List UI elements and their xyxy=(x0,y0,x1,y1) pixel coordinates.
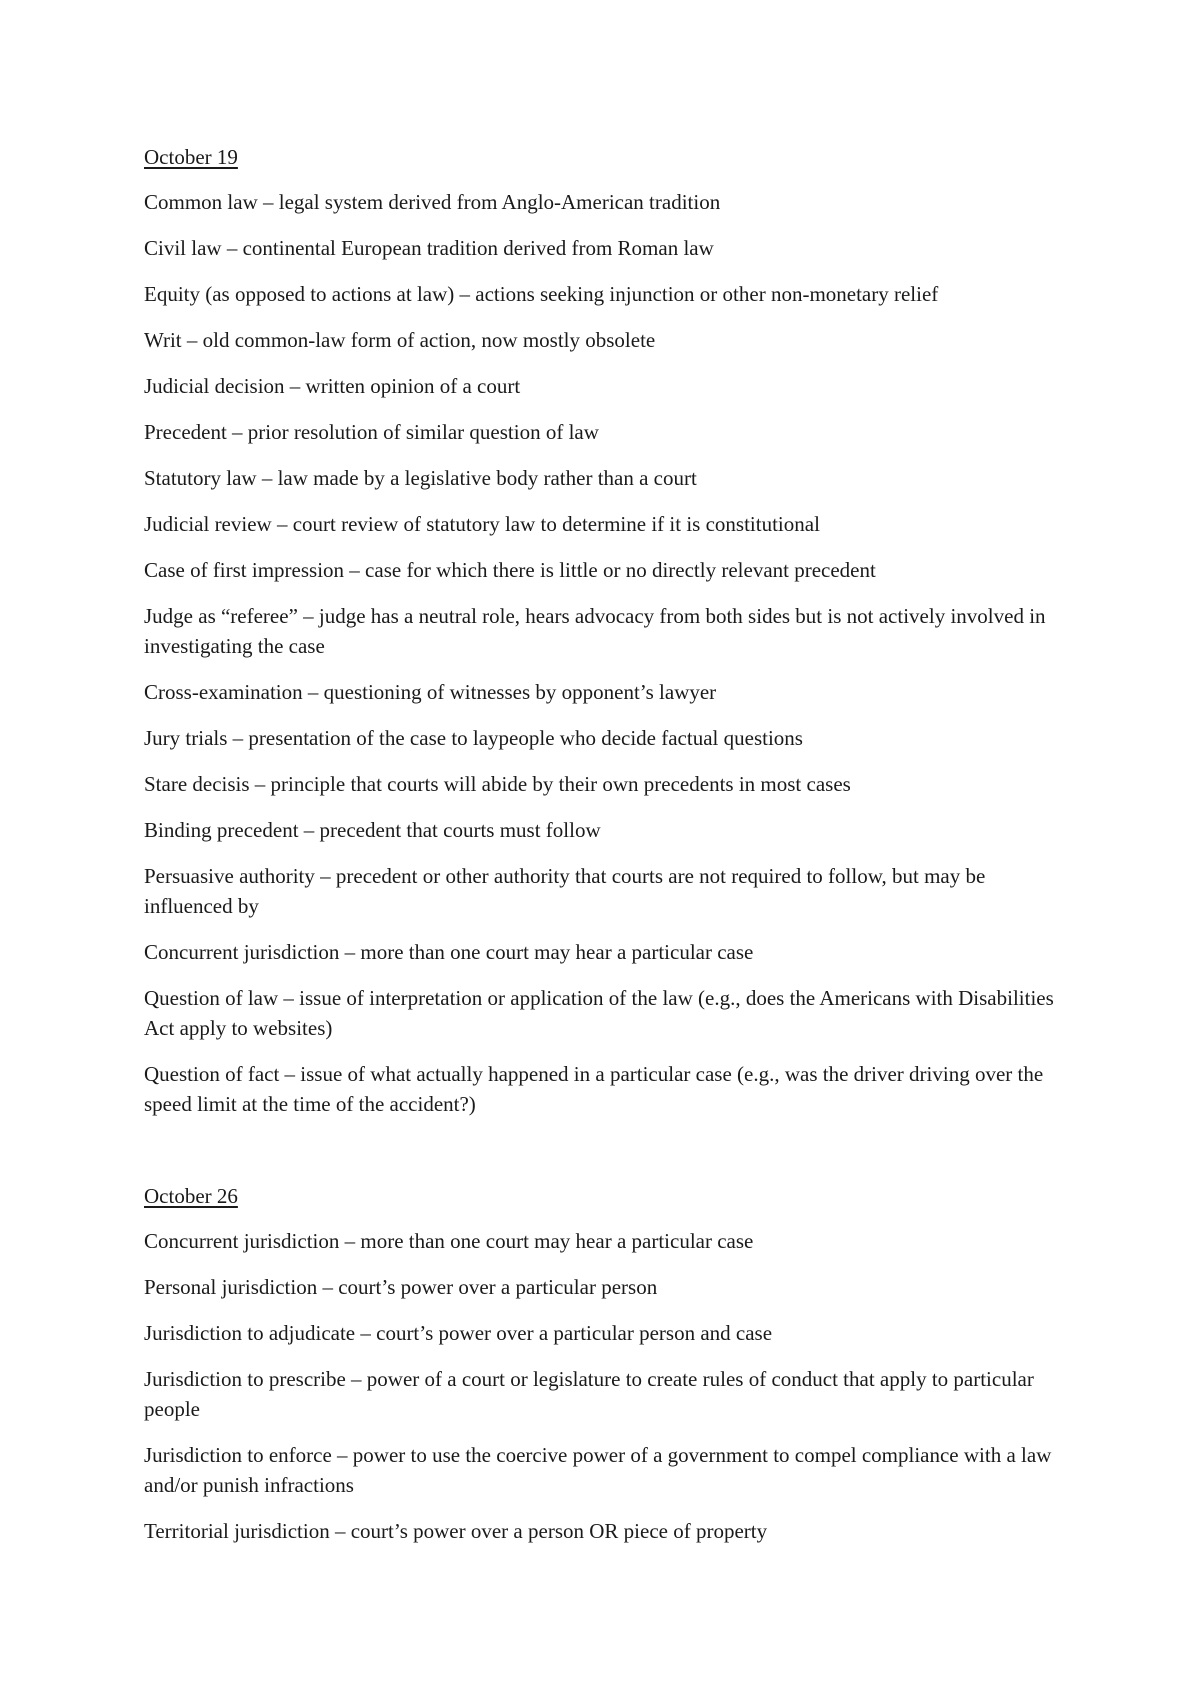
term-entry: Binding precedent – precedent that courts must follow xyxy=(144,818,601,842)
term-entry: Judge as “referee” – judge has a neutral role, hears advocacy from both sides but is not actively involved in investigating the case xyxy=(144,604,1046,658)
term-entry: Judicial decision – written opinion of a court xyxy=(144,374,521,398)
section-october-26 xyxy=(144,1181,1064,1546)
term-entry: Statutory law – law made by a legislative body rather than a court xyxy=(144,466,697,490)
term-entry: Jury trials – presentation of the case to laypeople who decide factual questions xyxy=(144,726,803,750)
term-entry: Personal jurisdiction – court’s power over a particular person xyxy=(144,1275,658,1299)
term-entry: Precedent – prior resolution of similar question of law xyxy=(144,420,599,444)
term-entry: Jurisdiction to prescribe – power of a court or legislature to create rules of conduct that apply to particular people xyxy=(144,1367,1034,1421)
section-date: October 26 xyxy=(144,1184,238,1208)
term-entry: Common law – legal system derived from Anglo-American tradition xyxy=(144,190,721,214)
term-entry: Equity (as opposed to actions at law) – actions seeking injunction or other non-monetary relief xyxy=(144,282,939,306)
term-entry: Jurisdiction to enforce – power to use the coercive power of a government to compel compliance with a law and/or punish infractions xyxy=(144,1443,1052,1497)
term-entry: Concurrent jurisdiction – more than one court may hear a particular case xyxy=(144,940,754,964)
section-spacer xyxy=(144,1135,1064,1181)
term-entry: Stare decisis – principle that courts will abide by their own precedents in most cases xyxy=(144,772,851,796)
term-entry: Concurrent jurisdiction – more than one court may hear a particular case xyxy=(144,1229,754,1253)
term-entry: Question of fact – issue of what actually happened in a particular case (e.g., was the driver driving over the speed limit at the time of the accident?) xyxy=(144,1062,1044,1116)
section-date: October 19 xyxy=(144,145,238,169)
term-entry: Civil law – continental European tradition derived from Roman law xyxy=(144,236,714,260)
term-entry: Judicial review – court review of statutory law to determine if it is constitutional xyxy=(144,512,820,536)
term-entry: Writ – old common-law form of action, now mostly obsolete xyxy=(144,328,656,352)
document-page xyxy=(144,142,1064,1562)
term-entry: Cross-examination – questioning of witnesses by opponent’s lawyer xyxy=(144,680,717,704)
term-entry: Persuasive authority – precedent or other authority that courts are not required to follow, but may be influenced by xyxy=(144,864,986,918)
section-october-19 xyxy=(144,142,1064,1119)
term-entry: Jurisdiction to adjudicate – court’s power over a particular person and case xyxy=(144,1321,773,1345)
term-entry: Case of first impression – case for which there is little or no directly relevant precedent xyxy=(144,558,876,582)
term-entry: Territorial jurisdiction – court’s power over a person OR piece of property xyxy=(144,1519,768,1543)
term-entry: Question of law – issue of interpretation or application of the law (e.g., does the Americans with Disabilities Act apply to websites) xyxy=(144,986,1054,1040)
